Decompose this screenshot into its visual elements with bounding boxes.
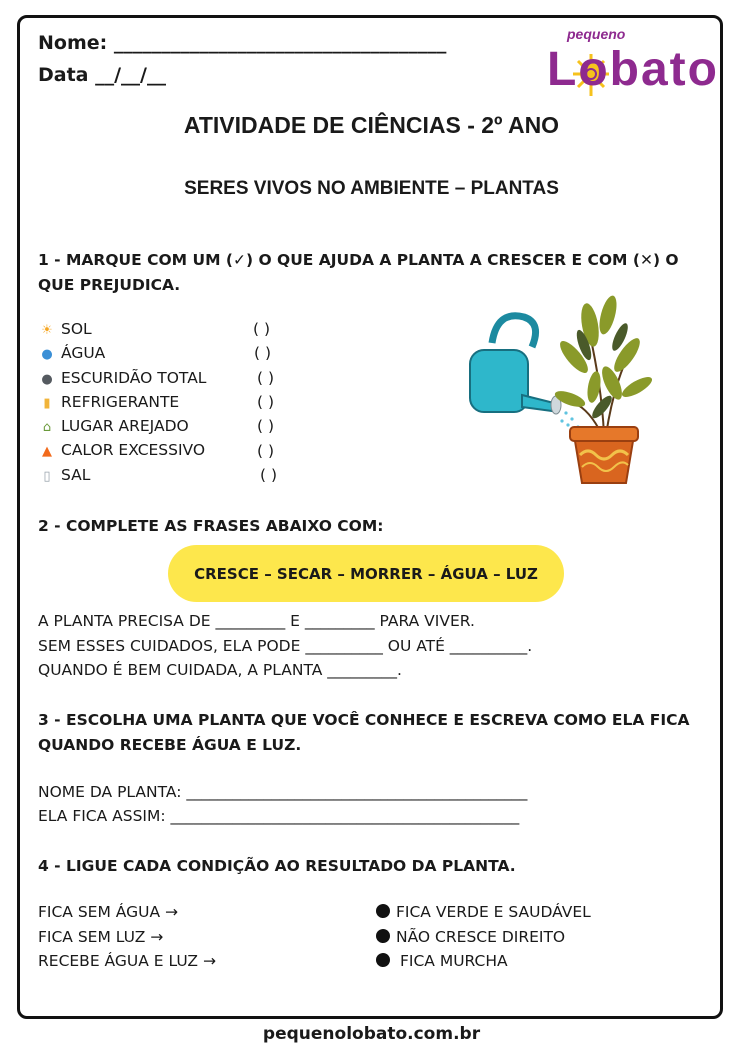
bullet-dot-icon [376, 953, 390, 967]
house-garden-icon: ⌂ [42, 420, 52, 436]
question-3-heading: 3 - ESCOLHA UMA PLANTA QUE VOCÊ CONHECE E ESCREVA COMO ELA FICA QUANDO RECEBE ÁGUA E LUZ. [38, 711, 690, 754]
plant-name-field[interactable]: NOME DA PLANTA: ____________________________________________ [38, 783, 528, 801]
new-moon-icon: ● [41, 371, 53, 387]
name-field[interactable]: Nome: ___________________________________ [38, 32, 447, 54]
fill-sentence-1[interactable]: A PLANTA PRECISA DE _________ E _________ PARA VIVER. [38, 612, 475, 630]
footer-url[interactable]: pequenolobato.com.br [262, 1024, 481, 1044]
list-item: ☀ SOL [38, 320, 206, 344]
question-1-heading: 1 - MARQUE COM UM (✓) O QUE AJUDA A PLANTA A CRESCER E COM (✕) O QUE PREJUDICA. [38, 251, 679, 294]
logo-small-text: pequeno [567, 26, 626, 42]
list-item: ● ESCURIDÃO TOTAL [38, 369, 206, 393]
list-item: ▯ SAL [38, 466, 206, 490]
result-item[interactable]: FICA MURCHA [376, 952, 508, 970]
check-icon: ✓ [232, 251, 246, 269]
q1-list [38, 320, 206, 490]
list-item: ● ÁGUA [38, 344, 206, 368]
condition-item[interactable]: FICA SEM LUZ → [38, 928, 164, 946]
answer-box-sol[interactable]: ( ) [253, 320, 271, 338]
potted-plant-icon [553, 295, 655, 483]
cross-icon: ✕ [639, 251, 653, 269]
result-item[interactable]: FICA VERDE E SAUDÁVEL [376, 903, 591, 921]
condition-item[interactable]: FICA SEM ÁGUA → [38, 903, 178, 921]
answer-box-agua[interactable]: ( ) [254, 344, 272, 362]
list-item: ⌂ LUGAR AREJADO [38, 417, 206, 441]
fire-icon: ▲ [42, 444, 52, 460]
watering-plant-illustration [462, 295, 662, 490]
plant-description-field[interactable]: ELA FICA ASSIM: _____________________________________________ [38, 807, 520, 825]
fill-sentence-3[interactable]: QUANDO É BEM CUIDADA, A PLANTA _________. [38, 661, 402, 679]
question-4-heading: 4 - LIGUE CADA CONDIÇÃO AO RESULTADO DA PLANTA. [38, 857, 516, 875]
soda-cup-icon: ▮ [43, 395, 51, 411]
answer-box-escuridao[interactable]: ( ) [257, 369, 275, 387]
salt-shaker-icon: ▯ [43, 468, 51, 484]
word-bank: CRESCE – SECAR – MORRER – ÁGUA – LUZ [168, 545, 564, 602]
logo [545, 24, 720, 104]
watering-can-icon [470, 316, 588, 441]
date-field[interactable]: Data __/__/__ [38, 64, 166, 86]
list-item: ▮ REFRIGERANTE [38, 393, 206, 417]
list-item: ▲ CALOR EXCESSIVO [38, 441, 206, 465]
condition-item[interactable]: RECEBE ÁGUA E LUZ → [38, 952, 216, 970]
question-2-heading: 2 - COMPLETE AS FRASES ABAIXO COM: [38, 517, 384, 535]
water-drop-icon: ● [41, 347, 53, 363]
sun-icon: ☀ [41, 323, 53, 338]
logo-main-text: Lobato [547, 43, 719, 96]
result-item[interactable]: NÃO CRESCE DIREITO [376, 928, 565, 946]
bullet-dot-icon [376, 904, 390, 918]
page-subtitle: SERES VIVOS NO AMBIENTE – PLANTAS [184, 178, 559, 199]
answer-box-arejado[interactable]: ( ) [257, 417, 275, 435]
bullet-dot-icon [376, 929, 390, 943]
fill-sentence-2[interactable]: SEM ESSES CUIDADOS, ELA PODE __________ OU ATÉ __________. [38, 637, 533, 655]
answer-box-refrigerante[interactable]: ( ) [257, 393, 275, 411]
answer-box-calor[interactable]: ( ) [257, 442, 275, 460]
page-title: ATIVIDADE DE CIÊNCIAS - 2º ANO [183, 112, 560, 138]
answer-box-sal[interactable]: ( ) [260, 466, 278, 484]
